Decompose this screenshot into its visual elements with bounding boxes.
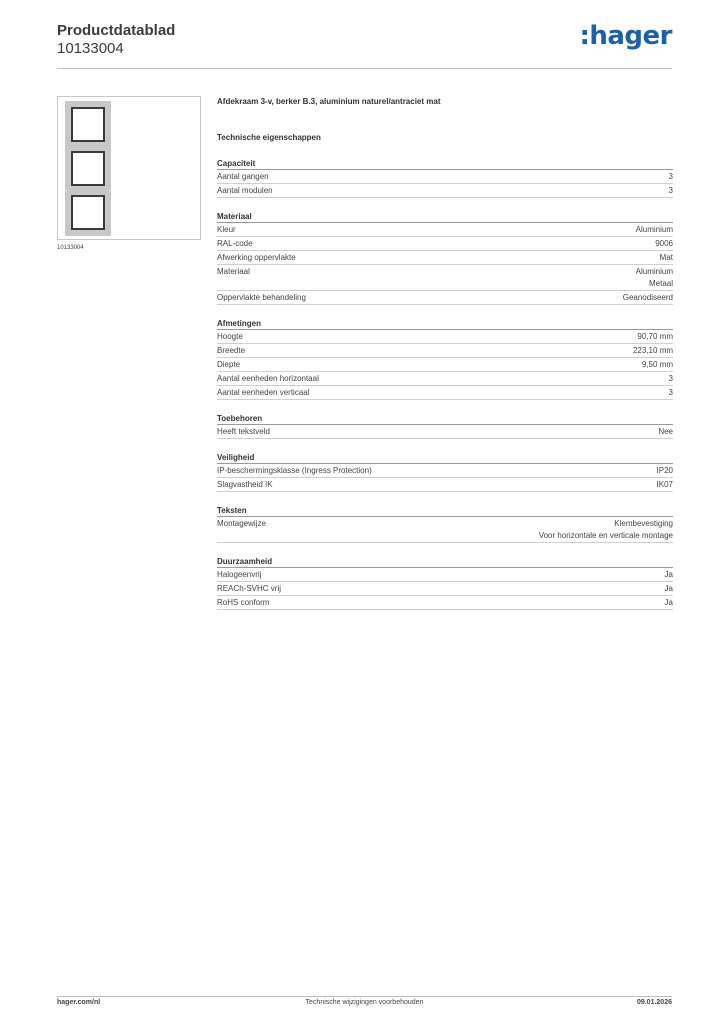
- spec-row: [217, 170, 673, 184]
- spec-value-line: Geanodiseerd: [622, 293, 673, 302]
- spec-group-title: Capaciteit: [217, 158, 673, 170]
- spec-group-title: Afmetingen: [217, 318, 673, 330]
- page-footer: [57, 999, 672, 1011]
- frame-opening-2: [71, 151, 105, 186]
- spec-label: RoHS conform: [217, 598, 270, 607]
- spec-value: [281, 583, 673, 595]
- spec-value-line: Voor horizontale en verticale montage: [538, 531, 673, 540]
- spec-label: Materiaal: [217, 267, 250, 276]
- spec-row: [217, 596, 673, 610]
- spec-value: [270, 426, 673, 438]
- spec-row: [217, 251, 673, 265]
- spec-row: [217, 464, 673, 478]
- spec-value-line: Mat: [659, 253, 673, 262]
- spec-value: [319, 373, 673, 385]
- spec-value: [372, 465, 673, 477]
- spec-row: [217, 478, 673, 492]
- spec-value-line: 3: [668, 388, 673, 397]
- spec-group-title: Duurzaamheid: [217, 556, 673, 568]
- spec-value-line: 3: [668, 374, 673, 383]
- spec-value-line: Aluminium: [635, 267, 673, 276]
- spec-group: [217, 556, 673, 610]
- spec-value-line: Ja: [664, 570, 673, 579]
- spec-value-line: Klembevestiging: [614, 519, 673, 528]
- spec-value: [266, 518, 673, 542]
- product-image: [57, 96, 201, 240]
- spec-value-line: Ja: [664, 584, 673, 593]
- spec-row: [217, 330, 673, 344]
- spec-value-line: Metaal: [648, 279, 673, 288]
- spec-value-line: Ja: [664, 598, 673, 607]
- page-header: [57, 22, 672, 70]
- spec-value-line: Nee: [658, 427, 673, 436]
- spec-value-line: 3: [668, 186, 673, 195]
- document-number: 10133004: [57, 40, 124, 57]
- spec-label: Kleur: [217, 225, 236, 234]
- spec-label: Hoogte: [217, 332, 243, 341]
- spec-group-title: Materiaal: [217, 211, 673, 223]
- spec-label: Aantal modulen: [217, 186, 273, 195]
- spec-group-title: Veiligheid: [217, 452, 673, 464]
- section-title: Technische eigenschappen: [217, 133, 321, 142]
- logo-text: hager: [589, 21, 672, 51]
- frame-plate-graphic: [65, 101, 111, 236]
- spec-row: [217, 344, 673, 358]
- document-title: Productdatablad: [57, 22, 176, 39]
- spec-label: Aantal eenheden verticaal: [217, 388, 310, 397]
- spec-row: [217, 425, 673, 439]
- spec-group: [217, 318, 673, 400]
- spec-group: [217, 452, 673, 492]
- spec-label: Diepte: [217, 360, 241, 369]
- spec-group-title: Teksten: [217, 505, 673, 517]
- spec-row: [217, 184, 673, 198]
- spec-value-line: IP20: [656, 466, 673, 475]
- spec-value: [310, 387, 673, 399]
- spec-value: [273, 479, 673, 491]
- spec-label: Montagewijze: [217, 519, 266, 528]
- footer-divider: [57, 996, 672, 997]
- spec-label: Halogeenvrij: [217, 570, 262, 579]
- spec-value: [269, 171, 673, 183]
- footer-disclaimer: Technische wijzigingen voorbehouden: [305, 999, 424, 1006]
- spec-value: [236, 224, 673, 236]
- spec-label: Breedte: [217, 346, 246, 355]
- spec-value: [296, 252, 673, 264]
- spec-group: [217, 158, 673, 198]
- spec-label: Oppervlakte behandeling: [217, 293, 306, 302]
- spec-row: [217, 291, 673, 305]
- spec-value-line: 3: [668, 172, 673, 181]
- spec-label: Afwerking oppervlakte: [217, 253, 296, 262]
- spec-label: REACh-SVHC vrij: [217, 584, 282, 593]
- spec-label: Slagvastheid IK: [217, 480, 273, 489]
- spec-content: [217, 96, 673, 610]
- spec-value: [250, 266, 673, 290]
- frame-opening-3: [71, 195, 105, 230]
- spec-row: [217, 517, 673, 543]
- spec-value: [261, 569, 673, 581]
- spec-label: IP-beschermingsklasse (Ingress Protection): [217, 466, 372, 475]
- spec-value-line: 223,10 mm: [632, 346, 673, 355]
- image-caption: 10133004: [57, 245, 84, 251]
- spec-row: [217, 386, 673, 400]
- spec-row: [217, 237, 673, 251]
- spec-value: [245, 345, 673, 357]
- spec-row: [217, 223, 673, 237]
- spec-value-line: Aluminium: [635, 225, 673, 234]
- spec-value: [253, 238, 673, 250]
- spec-value: [269, 597, 673, 609]
- footer-website: hager.com/nl: [57, 999, 101, 1006]
- spec-value-line: 9,50 mm: [641, 360, 673, 369]
- header-divider: [57, 68, 672, 69]
- spec-value: [306, 292, 673, 304]
- spec-label: Heeft tekstveld: [217, 427, 270, 436]
- product-title: Afdekraam 3-v, berker B.3, aluminium naturel/antraciet mat: [217, 97, 441, 106]
- spec-label: Aantal gangen: [217, 172, 269, 181]
- spec-group: [217, 505, 673, 543]
- spec-value: [243, 331, 673, 343]
- spec-group-title: Toebehoren: [217, 413, 673, 425]
- spec-value: [273, 185, 673, 197]
- spec-row: [217, 582, 673, 596]
- spec-label: RAL-code: [217, 239, 253, 248]
- frame-opening-1: [71, 107, 105, 142]
- spec-group: [217, 413, 673, 439]
- spec-value-line: IK07: [656, 480, 673, 489]
- spec-value: [240, 359, 673, 371]
- spec-row: [217, 358, 673, 372]
- spec-label: Aantal eenheden horizontaal: [217, 374, 319, 383]
- spec-row: [217, 265, 673, 291]
- spec-group: [217, 211, 673, 305]
- spec-row: [217, 372, 673, 386]
- spec-value-line: 9006: [655, 239, 673, 248]
- hager-logo: :hager: [579, 21, 672, 51]
- spec-groups: [217, 158, 673, 610]
- spec-row: [217, 568, 673, 582]
- spec-value-line: 90,70 mm: [637, 332, 673, 341]
- footer-date: 09.01.2026: [636, 999, 672, 1006]
